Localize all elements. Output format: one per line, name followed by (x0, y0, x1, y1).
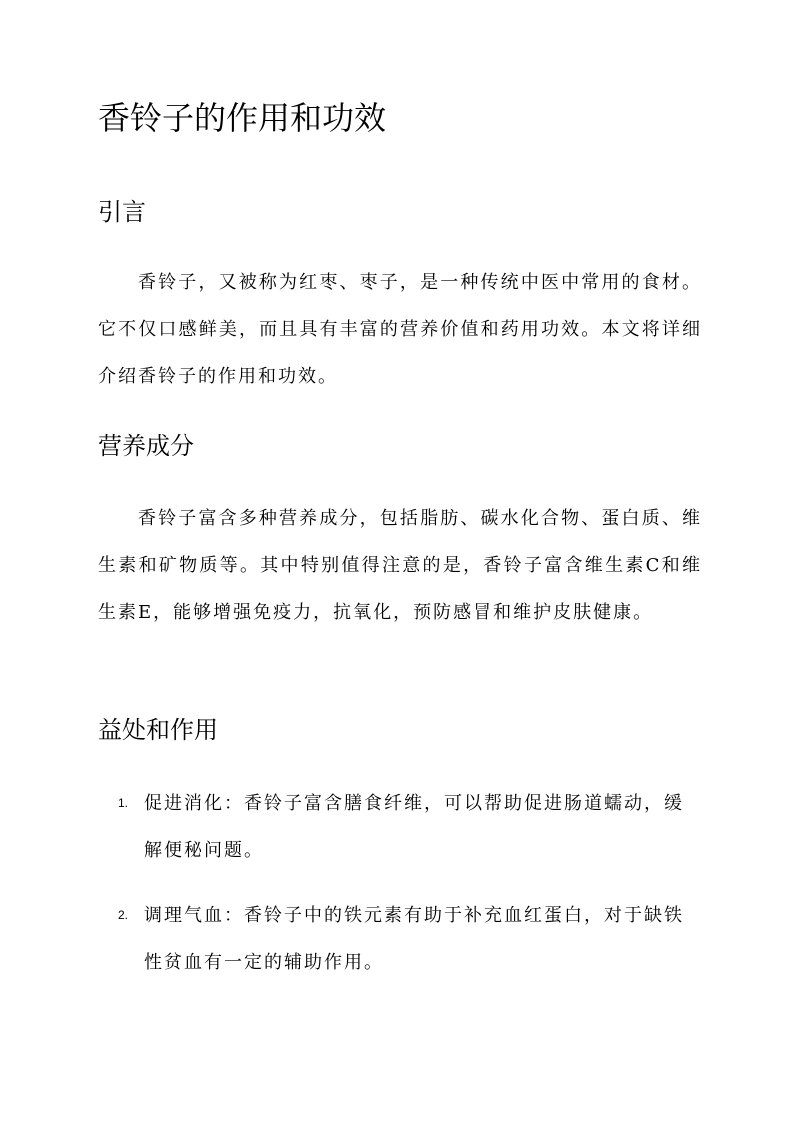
list-item-number: 2. (118, 908, 129, 922)
list-item-text: 促进消化：香铃子富含膳食纤维，可以帮助促进肠道蠕动，缓解便秘问题。 (144, 793, 684, 861)
section-heading-benefits: 益处和作用 (98, 716, 218, 744)
document-title: 香铃子的作用和功效 (98, 99, 387, 137)
list-item-text: 调理气血：香铃子中的铁元素有助于补充血红蛋白，对于缺铁性贫血有一定的辅助作用。 (144, 905, 684, 973)
list-item-number: 1. (118, 796, 129, 810)
section-heading-introduction: 引言 (98, 198, 146, 226)
nutrition-paragraph: 香铃子富含多种营养成分，包括脂肪、碳水化合物、蛋白质、维生素和矿物质等。其中特别值得注意的是，香铃子富含维生素C和维生素E，能够增强免疫力，抗氧化，预防感冒和维护皮肤健康。 (98, 508, 702, 623)
introduction-paragraph: 香铃子，又被称为红枣、枣子，是一种传统中医中常用的食材。它不仅口感鲜美，而且具有丰富的营养价值和药用功效。本文将详细介绍香铃子的作用和功效。 (98, 272, 702, 387)
section-heading-nutrition: 营养成分 (98, 432, 194, 460)
